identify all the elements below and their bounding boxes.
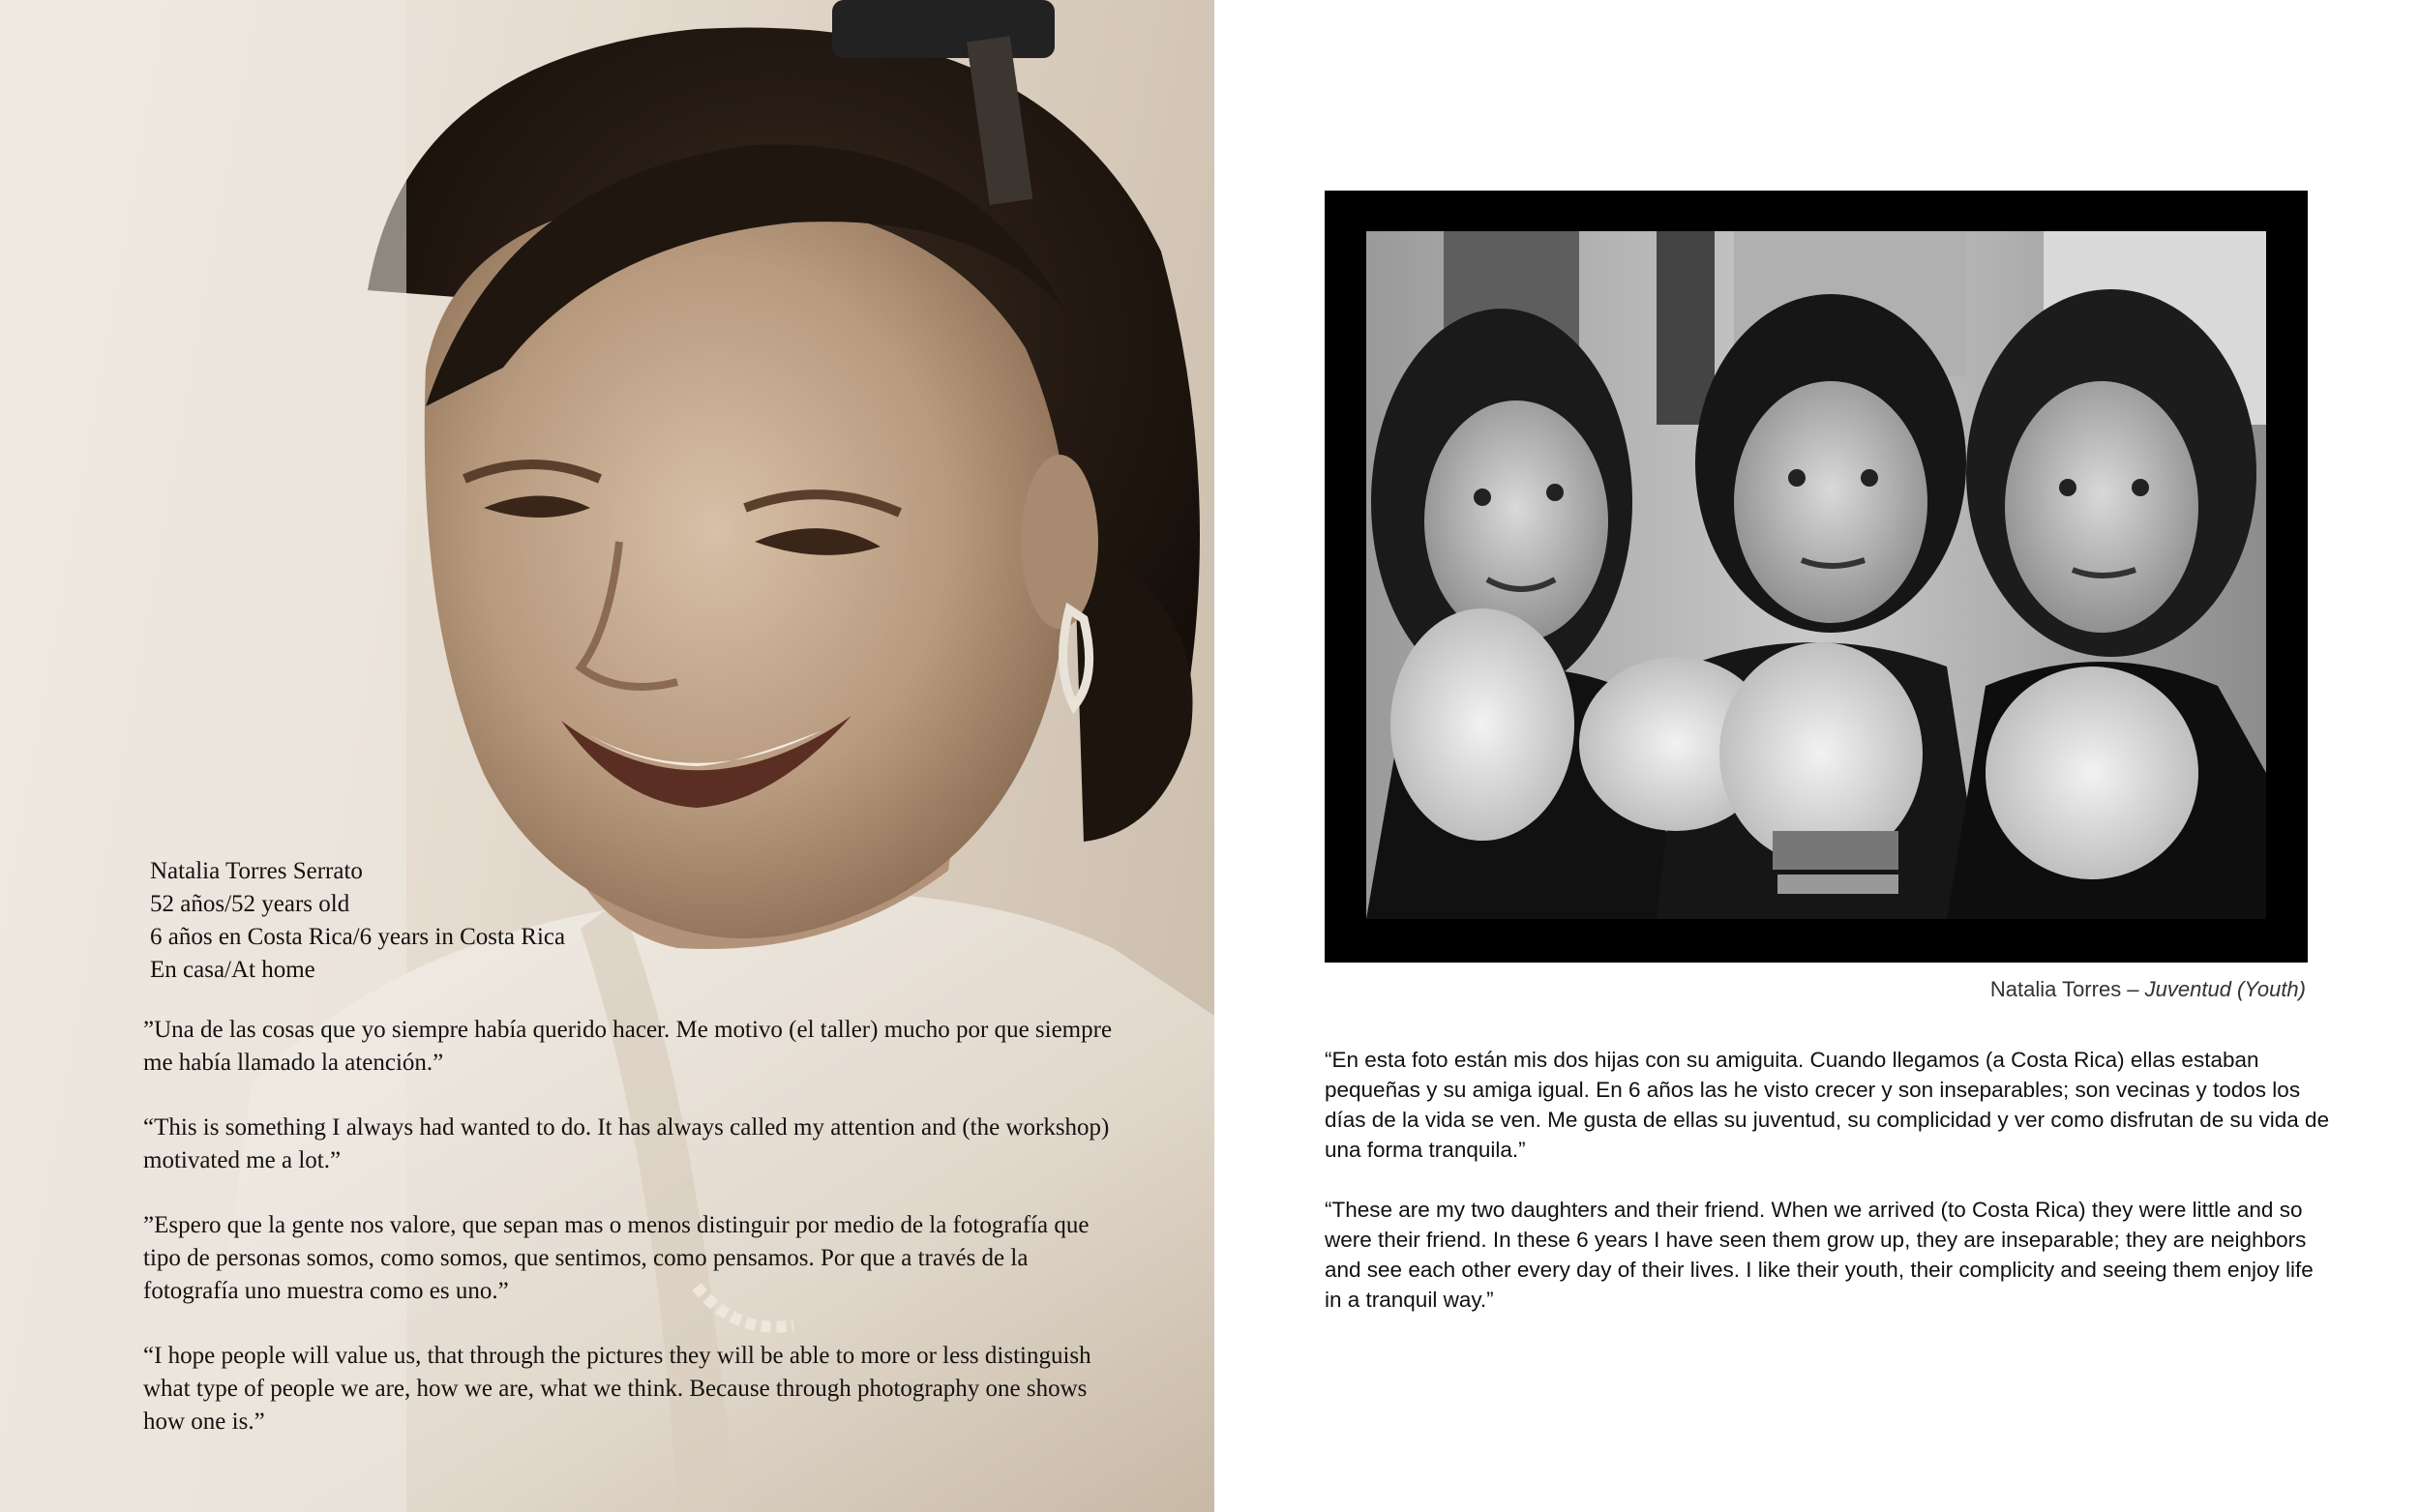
right-page xyxy=(1214,0,2419,1512)
quote-spanish-3: “En esta foto están mis dos hijas con su amiguita. Cuando llegamos (a Costa Rica) ellas estaban pequeñas y su amiga igual. En 6 años las he visto crecer y son inseparables; son vecinas y todos los días de la vida se ven. Me gusta de ellas su juventud, su complicidad y ver como disfrutan de su vida de una forma tranquila.” xyxy=(1325,1048,2330,1162)
quote-english-2: “I hope people will value us, that through the pictures they will be able to more or less distinguish what type of people we are, how we are, what we think. Because through photography one shows how one is.” xyxy=(143,1343,1091,1435)
photo-frame xyxy=(1325,191,2308,963)
youth-photo-illustration xyxy=(1366,231,2266,919)
quote-spanish-2: ”Espero que la gente nos valore, que sepan mas o menos distinguir por medio de la fotografía que tipo de personas somos, como somos, que sentimos, como pensamos. Por que a través de la fotografía uno muestra como es uno.” xyxy=(143,1212,1090,1304)
quote-spanish-1: ”Una de las cosas que yo siempre había querido hacer. Me motivo (el taller) mucho por que siempre me había llamado la atención.” xyxy=(143,1017,1113,1076)
youth-photo xyxy=(1366,231,2266,919)
caption-title: Juventud (Youth) xyxy=(2144,977,2306,1001)
quote-english-1: “This is something I always had wanted to do. It has always called my attention and (the workshop) motivated me a lot.” xyxy=(143,1114,1110,1173)
left-quotes xyxy=(143,1014,1120,1470)
bio-residence: 6 años en Costa Rica/6 years in Costa Rica xyxy=(150,924,566,950)
caption-author: Natalia Torres – xyxy=(1989,977,2145,1001)
bio-block xyxy=(150,855,565,987)
quote-english-3: “These are my two daughters and their friend. When we arrived (to Costa Rica) they were little and so were their friend. In these 6 years I have seen them grow up, they are inseparable; they are neighbors and see each other every day of their lives. I like their youth, their complicity and seeing them enjoy life in a tranquil way.” xyxy=(1325,1198,2314,1312)
bio-age: 52 años/52 years old xyxy=(150,891,350,917)
bio-name: Natalia Torres Serrato xyxy=(150,858,363,884)
right-quotes xyxy=(1325,1045,2331,1345)
bio-location: En casa/At home xyxy=(150,957,315,983)
photo-caption xyxy=(1990,977,2306,1002)
